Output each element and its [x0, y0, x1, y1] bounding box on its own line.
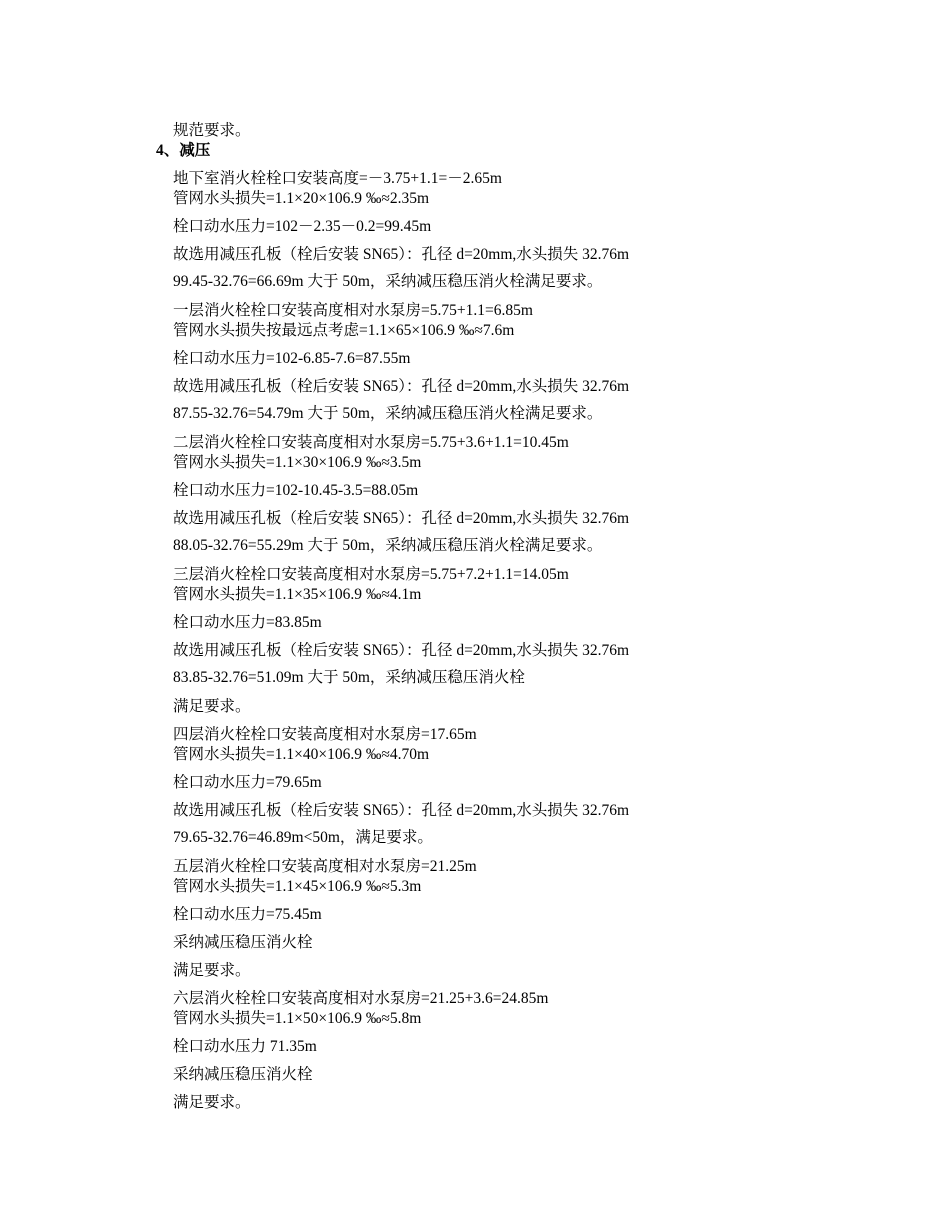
- text-line: 管网水头损失=1.1×50×106.9 ‰≈5.8m: [173, 1010, 422, 1027]
- text-line: 管网水头损失=1.1×20×106.9 ‰≈2.35m: [173, 190, 430, 207]
- text-line: 栓口动水压力=75.45m: [173, 906, 322, 923]
- text-line: 栓口动水压力=102-10.45-3.5=88.05m: [173, 482, 419, 499]
- text-line: 管网水头损失=1.1×35×106.9 ‰≈4.1m: [173, 586, 422, 603]
- text-line: 栓口动水压力=79.65m: [173, 774, 322, 791]
- text-line: 采纳减压稳压消火栓: [173, 1066, 313, 1083]
- text-line: 83.85-32.76=51.09m 大于 50m，采纳减压稳压消火栓: [173, 669, 525, 686]
- text-line: 栓口动水压力 71.35m: [173, 1038, 317, 1055]
- text-line: 故选用减压孔板（栓后安装 SN65）：孔径 d=20mm,水头损失 32.76m: [173, 510, 630, 527]
- text-line: 管网水头损失按最远点考虑=1.1×65×106.9 ‰≈7.6m: [173, 322, 515, 339]
- section-heading: 4、减压: [156, 142, 211, 159]
- text-line: 满足要求。: [173, 698, 251, 715]
- text-line: 六层消火栓栓口安装高度相对水泵房=21.25+3.6=24.85m: [173, 990, 549, 1007]
- text-line: 故选用减压孔板（栓后安装 SN65）：孔径 d=20mm,水头损失 32.76m: [173, 642, 630, 659]
- text-line: 管网水头损失=1.1×40×106.9 ‰≈4.70m: [173, 746, 430, 763]
- intro-text: 规范要求。: [173, 122, 251, 139]
- text-line: 管网水头损失=1.1×30×106.9 ‰≈3.5m: [173, 454, 422, 471]
- text-line: 二层消火栓栓口安装高度相对水泵房=5.75+3.6+1.1=10.45m: [173, 434, 569, 451]
- text-line: 栓口动水压力=102-6.85-7.6=87.55m: [173, 350, 411, 367]
- text-line: 故选用减压孔板（栓后安装 SN65）：孔径 d=20mm,水头损失 32.76m: [173, 802, 630, 819]
- text-line: 四层消火栓栓口安装高度相对水泵房=17.65m: [173, 726, 477, 743]
- text-line: 99.45-32.76=66.69m 大于 50m，采纳减压稳压消火栓满足要求。: [173, 273, 603, 290]
- text-line: 管网水头损失=1.1×45×106.9 ‰≈5.3m: [173, 878, 422, 895]
- text-line: 五层消火栓栓口安装高度相对水泵房=21.25m: [173, 858, 477, 875]
- text-line: 一层消火栓栓口安装高度相对水泵房=5.75+1.1=6.85m: [173, 302, 533, 319]
- text-line: 87.55-32.76=54.79m 大于 50m，采纳减压稳压消火栓满足要求。: [173, 405, 603, 422]
- text-line: 故选用减压孔板（栓后安装 SN65）：孔径 d=20mm,水头损失 32.76m: [173, 378, 630, 395]
- text-line: 采纳减压稳压消火栓: [173, 934, 313, 951]
- text-line: 满足要求。: [173, 962, 251, 979]
- text-line: 88.05-32.76=55.29m 大于 50m，采纳减压稳压消火栓满足要求。: [173, 537, 603, 554]
- text-line: 故选用减压孔板（栓后安装 SN65）：孔径 d=20mm,水头损失 32.76m: [173, 246, 630, 263]
- text-line: 栓口动水压力=102－2.35－0.2=99.45m: [173, 218, 432, 235]
- text-line: 79.65-32.76=46.89m<50m，满足要求。: [173, 829, 433, 846]
- text-line: 三层消火栓栓口安装高度相对水泵房=5.75+7.2+1.1=14.05m: [173, 566, 569, 583]
- text-line: 满足要求。: [173, 1094, 251, 1111]
- text-line: 地下室消火栓栓口安装高度=－3.75+1.1=－2.65m: [173, 170, 502, 187]
- text-line: 栓口动水压力=83.85m: [173, 614, 322, 631]
